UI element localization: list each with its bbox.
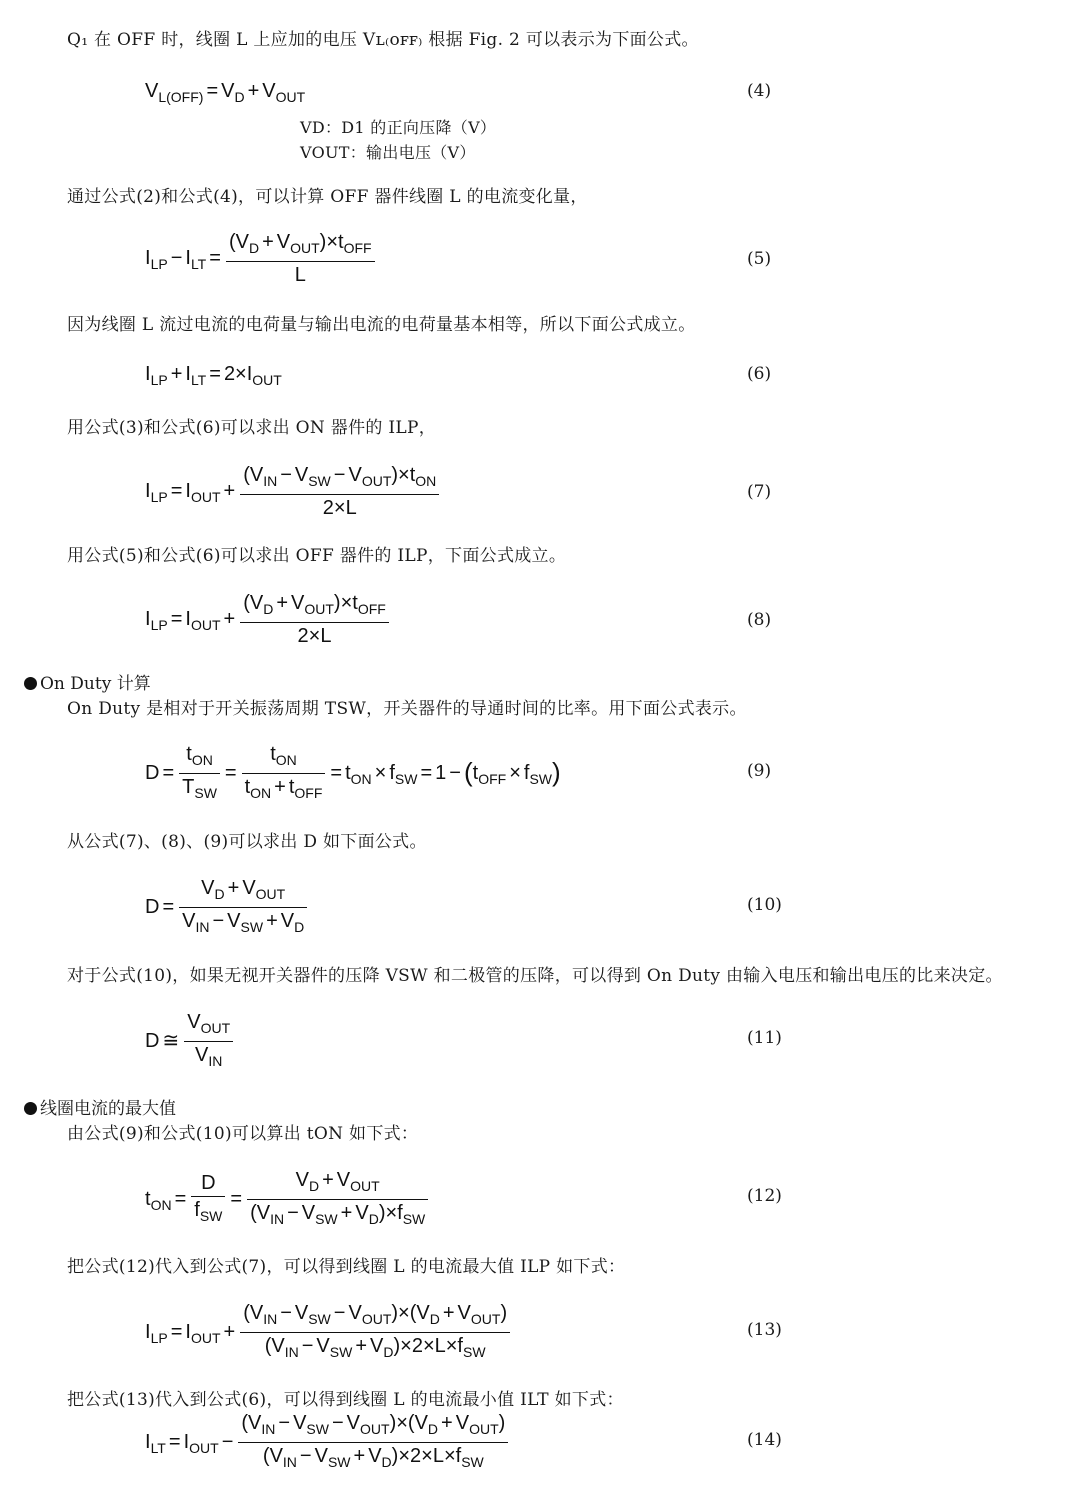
text-l9: 由公式(9)和公式(10)可以算出 tON 如下式： <box>67 1124 419 1144</box>
text-l4: 用公式(3)和公式(6)可以求出 ON 器件的 ILP， <box>67 418 437 438</box>
equation-number-13: (13) <box>747 1320 782 1340</box>
text-l6: On Duty 是相对于开关振荡周期 TSW，开关器件的导通时间的比率。用下面公式表示。 <box>67 699 747 719</box>
note-vout: VOUT：输出电压（V） <box>300 143 476 162</box>
equation-number-8: (8) <box>747 610 772 630</box>
bullet-icon <box>24 1102 37 1115</box>
equation-number-12: (12) <box>747 1186 782 1206</box>
equation-6: $I_{LP} + I_{LT} = 2\times I_{OUT}$ <box>145 363 282 388</box>
text-l2: 通过公式(2)和公式(4)，可以计算 OFF 器件线圈 L 的电流变化量， <box>67 187 588 207</box>
equation-8: $I_{LP} = I_{OUT}$ + $\frac{(V_D + V_{OUT})\times t_{OFF}}{2\times L}$ <box>145 591 391 648</box>
equation-number-11: (11) <box>747 1028 782 1048</box>
text-l8: 对于公式(10)，如果无视开关器件的压降 VSW 和二极管的压降，可以得到 On Duty 由输入电压和输出电压的比来决定。 <box>67 966 1003 986</box>
equation-7: $I_{LP} = I_{OUT}$ + $\frac{(V_{IN} - V_{SW} - V_{OUT})\times t_{ON}}{2\times L}$ <box>145 463 441 520</box>
heading-on-duty: On Duty 计算 <box>24 674 151 694</box>
text-l5: 用公式(5)和公式(6)可以求出 OFF 器件的 ILP，下面公式成立。 <box>67 546 567 566</box>
equation-12: $t_{ON}$ = $\frac{D}{f_{SW}}$ = $\frac{V_D + V_{OUT}}{(V_{IN} - V_{SW} + V_D)\times f_{SW}}$ <box>145 1168 430 1231</box>
text-l7: 从公式(7)、(8)、(9)可以求出 D 如下面公式。 <box>67 832 427 852</box>
equation-11: D ≅ $\frac{V_{OUT}}{V_{IN}}$ <box>145 1010 235 1073</box>
equation-5: $I_{LP} - I_{LT}$ = $\frac{(V_D + V_{OUT})\times t_{OFF}}{L}$ <box>145 230 377 287</box>
note-vd: VD：D1 的正向压降（V） <box>300 118 497 137</box>
text-l10: 把公式(12)代入到公式(7)，可以得到线圈 L 的电流最大值 ILP 如下式： <box>67 1257 626 1277</box>
equation-number-6: (6) <box>747 364 772 384</box>
equation-4: $V_{L(OFF)} = V_D + V_{OUT}$ <box>145 80 306 105</box>
equation-number-7: (7) <box>747 482 772 502</box>
bullet-icon <box>24 677 37 690</box>
equation-number-10: (10) <box>747 895 782 915</box>
text-l1: Q₁ 在 OFF 时，线圈 L 上应加的电压 Vʟ₍ᴏꜰꜰ₎ 根据 Fig. 2 可以表示为下面公式。 <box>67 30 699 50</box>
heading-max-current: 线圈电流的最大值 <box>24 1099 176 1119</box>
equation-number-5: (5) <box>747 249 772 269</box>
equation-number-4: (4) <box>747 81 772 101</box>
equation-13: $I_{LP} = I_{OUT}$ + $\frac{(V_{IN} - V_{SW} - V_{OUT})\times(V_D + V_{OUT})}{(V_{IN} - V_{SW} + V_D)\times 2\times L\times f_{SW}}$ <box>145 1301 512 1364</box>
equation-9: D = $\frac{t_{ON}}{T_{SW}}$ = $\frac{t_{ON}}{t_{ON} + t_{OFF}}$ = $t_{ON} \times f_{SW} = 1 - (t_{OFF} \times f_{SW})$ <box>145 743 561 801</box>
text-l3: 因为线圈 L 流过电流的电荷量与输出电流的电荷量基本相等，所以下面公式成立。 <box>67 315 696 335</box>
text-l11: 把公式(13)代入到公式(6)，可以得到线圈 L 的电流最小值 ILT 如下式： <box>67 1390 624 1410</box>
equation-14: $I_{LT} = I_{OUT}$ − $\frac{(V_{IN} - V_{SW} - V_{OUT})\times(V_D + V_{OUT})}{(V_{IN} - V_{SW} + V_D)\times 2\times L\times f_{SW}}$ <box>145 1411 510 1474</box>
equation-number-14: (14) <box>747 1430 782 1450</box>
equation-number-9: (9) <box>747 761 772 781</box>
equation-10: D = $\frac{V_D + V_{OUT}}{V_{IN} - V_{SW} + V_D}$ <box>145 876 309 939</box>
